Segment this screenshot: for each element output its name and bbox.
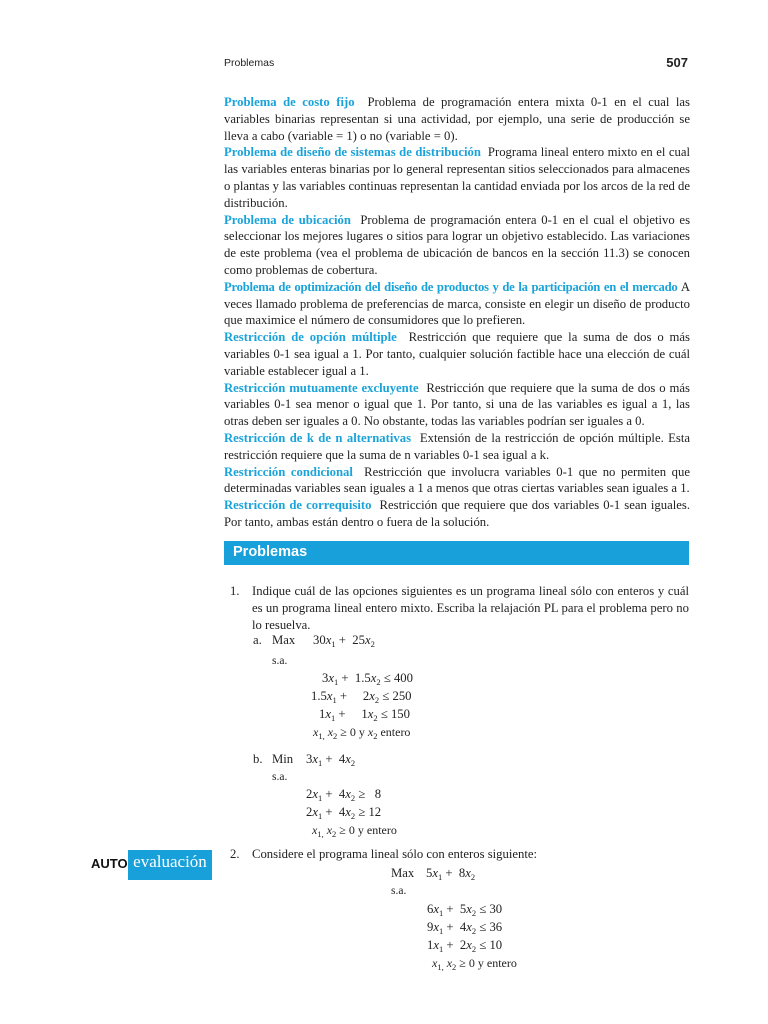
glossary-definition: Restricción que requiere que la suma de dos o más variables 0-1 sea menor o igual que 1. Por tanto, si una de las variables es igual a 1, las otras deben ser iguales a 0. No obstante, todas las variables podrían ser iguales a 0. (224, 380, 690, 429)
glossary-entry (224, 279, 690, 329)
objective-function: $5x_1 + 8x_2$ (426, 866, 476, 882)
glossary-entry (224, 144, 690, 211)
constraint: $1.5x_1$ + $2x_2 \le 250$ (311, 689, 412, 705)
glossary-term: Restricción condicional (224, 464, 353, 479)
glossary-definition: Restricción que involucra variables 0-1 que no permiten que determinadas variables sean iguales a 1 a menos que otras ciertas variables sean iguales a 1. (224, 464, 691, 496)
constraint: $2x_1 + 4x_2 \ge 12$ (306, 805, 382, 821)
header-section: Problemas (224, 57, 275, 69)
glossary-definition: Extensión de la restricción de opción múltiple. Esta restricción requiere que la suma de n variables 0-1 sea igual a k. (224, 430, 691, 462)
glossary-entry (224, 329, 690, 379)
glossary-term: Problema de ubicación (224, 212, 351, 227)
objective-sense: Max (272, 633, 296, 647)
glossary-term: Restricción de correquisito (224, 498, 372, 513)
glossary (224, 94, 690, 531)
constraint: $1x_1 + 2x_2 \le 10$ (427, 938, 503, 954)
page-number: 507 (666, 55, 688, 70)
glossary-entry (224, 430, 690, 464)
running-header (224, 56, 688, 72)
objective-sense: Min (272, 752, 294, 766)
badge-auto-label: AUTO (91, 856, 128, 871)
glossary-term: Restricción mutuamente excluyente (224, 380, 419, 395)
nonnegativity-constraint: $x_{1,}$ $x_2 \ge 0$ y $x_2$ entero (313, 725, 411, 741)
problem-text: Indique cuál de las opciones siguientes es un programa lineal sólo con enteros y cuál es un programa lineal entero mixto. Escriba la relajación PL para el problema pero no lo resuelva. (252, 584, 689, 632)
section-title: Problemas (233, 544, 308, 560)
glossary-entry (224, 380, 690, 430)
subject-to: s.a. (272, 655, 288, 667)
section-heading-bar (224, 541, 689, 565)
subject-to: s.a. (391, 885, 407, 897)
problem-number: 1. (230, 584, 240, 598)
subject-to: s.a. (272, 771, 288, 783)
glossary-term: Problema de diseño de sistemas de distribución (224, 145, 481, 160)
part-label: a. (253, 633, 262, 647)
glossary-entry (224, 94, 690, 144)
glossary-definition: A veces llamado problema de preferencias de marca, consiste en elegir un diseño de producto que maximice el número de consumidores que lo prefieren. (224, 279, 690, 328)
nonnegativity-constraint: $x_{1,}$ $x_2 \ge 0$ y entero (432, 956, 517, 972)
problem-number: 2. (230, 847, 240, 861)
glossary-definition: Restricción que requiere que dos variables 0-1 sean iguales. Por tanto, ambas están dentro o fuera de la solución. (224, 498, 690, 529)
glossary-term: Restricción de opción múltiple (224, 330, 397, 345)
constraint: $2x_1 + 4x_2 \ge 8$ (306, 787, 382, 803)
glossary-definition: Problema de programación entera 0-1 en el cual el objetivo es seleccionar los mejores lugares o sitios para lograr un objetivo establecido. Las variaciones de este problema (vea el problema de ubicación de bancos en la sección 11.3) se conocen como problemas de cobertura. (224, 212, 691, 277)
objective-function: $3x_1 + 4x_2$ (306, 752, 356, 768)
glossary-entry (224, 212, 690, 279)
constraint: $9x_1 + 4x_2 \le 36$ (427, 920, 503, 936)
part-label: b. (253, 752, 263, 766)
nonnegativity-constraint: $x_{1,}$ $x_2 \ge 0$ y entero (312, 823, 397, 839)
glossary-definition: Restricción que requiere que la suma de dos o más variables 0-1 sea igual a 1. Por tanto, cualquier solución factible hace una elección de cuál variable establecer igual a 1. (224, 330, 690, 378)
badge-evaluation-label: evaluación (128, 850, 212, 880)
objective-sense: Max (391, 866, 415, 880)
objective-function: $30x_1 + 25x_2$ (313, 633, 375, 649)
glossary-term: Restricción de k de n alternativas (224, 430, 412, 445)
glossary-definition: Programa lineal entero mixto en el cual las variables enteras binarias por lo general representan sitios seleccionados para almacenes o plantas y las variables continuas representan la cantidad enviada por los arcos de la red de distribución. (224, 145, 690, 210)
glossary-term: Problema de costo fijo (224, 95, 355, 109)
glossary-entry (224, 497, 690, 531)
constraint: $6x_1 + 5x_2 \le 30$ (427, 902, 503, 918)
glossary-definition: Problema de programación entera mixta 0-1 en el cual las variables binarias representan si una actividad, por ejemplo, una serie de producción se lleva a cabo (variable = 1) o no (variable = 0). (224, 95, 690, 143)
constraint: $3x_1 + 1.5x_2 \le 400$ (322, 671, 413, 687)
glossary-term: Problema de optimización del diseño de productos y de la participación en el mercado (224, 279, 678, 294)
glossary-entry (224, 464, 690, 498)
problem-text: Considere el programa lineal sólo con enteros siguiente: (252, 847, 538, 861)
constraint: $1x_1$ + $1x_2 \le 150$ (319, 707, 410, 723)
